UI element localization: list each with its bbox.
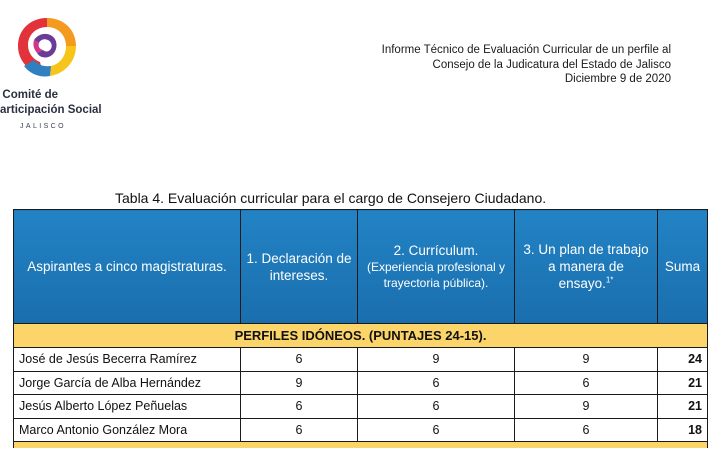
logo-text-line1: Comité de (2, 89, 58, 101)
table-caption: Tabla 4. Evaluación curricular para el cargo de Consejero Ciudadano. (115, 190, 547, 206)
header-plan-trabajo (515, 210, 658, 324)
cell-name: Marco Antonio González Mora (14, 418, 241, 442)
logo-text-line2: articipación Social (0, 104, 102, 116)
table-row (14, 418, 708, 442)
organization-logo (0, 14, 110, 139)
header-aspirantes: Aspirantes a cinco magistraturas. (14, 210, 241, 324)
cell-declaracion: 6 (241, 418, 358, 442)
section-footer-band (14, 442, 708, 448)
header-declaracion: 1. Declaración de intereses. (241, 210, 358, 324)
logo-text-line3: JALISCO (20, 123, 66, 130)
cell-name: Jesús Alberto López Peñuelas (14, 395, 241, 419)
cell-plan: 9 (515, 395, 658, 419)
header-curriculum-main: 2. Currículum. (393, 243, 479, 258)
header-suma: Suma (658, 210, 708, 324)
cell-plan: 9 (515, 348, 658, 372)
header-plan-trabajo-footnote: 1* (605, 275, 614, 285)
header-plan-trabajo-text: 3. Un plan de trabajo a manera de ensayo. (523, 242, 649, 291)
footer-band-cell (14, 442, 708, 448)
cell-name: José de Jesús Becerra Ramírez (14, 348, 241, 372)
header-line3: Diciembre 9 de 2020 (564, 73, 671, 85)
cell-curriculum: 6 (358, 418, 515, 442)
table-row (14, 395, 708, 419)
section-row (14, 324, 708, 348)
cell-suma: 24 (658, 348, 708, 372)
evaluation-table (13, 209, 708, 448)
cell-declaracion: 6 (241, 348, 358, 372)
section-label: PERFILES IDÓNEOS. (PUNTAJES 24-15). (14, 324, 708, 348)
cell-declaracion: 6 (241, 395, 358, 419)
cps-logo-icon (10, 14, 84, 84)
cell-suma: 18 (658, 418, 708, 442)
cell-curriculum: 6 (358, 395, 515, 419)
cell-curriculum: 9 (358, 348, 515, 372)
cell-declaracion: 9 (241, 371, 358, 395)
cell-plan: 6 (515, 371, 658, 395)
cell-name: Jorge García de Alba Hernández (14, 371, 241, 395)
table-row (14, 348, 708, 372)
cell-suma: 21 (658, 371, 708, 395)
cell-suma: 21 (658, 395, 708, 419)
table-header-row (14, 210, 708, 324)
table-row (14, 371, 708, 395)
cell-plan: 6 (515, 418, 658, 442)
document-header (382, 43, 671, 87)
header-line1: Informe Técnico de Evaluación Curricular de un perfile al (381, 44, 671, 56)
header-curriculum-sub: (Experiencia profesional y trayectoria pública). (366, 260, 506, 290)
cell-curriculum: 6 (358, 371, 515, 395)
header-curriculum (358, 210, 515, 324)
header-line2: Consejo de la Judicatura del Estado de Jalisco (432, 58, 671, 71)
